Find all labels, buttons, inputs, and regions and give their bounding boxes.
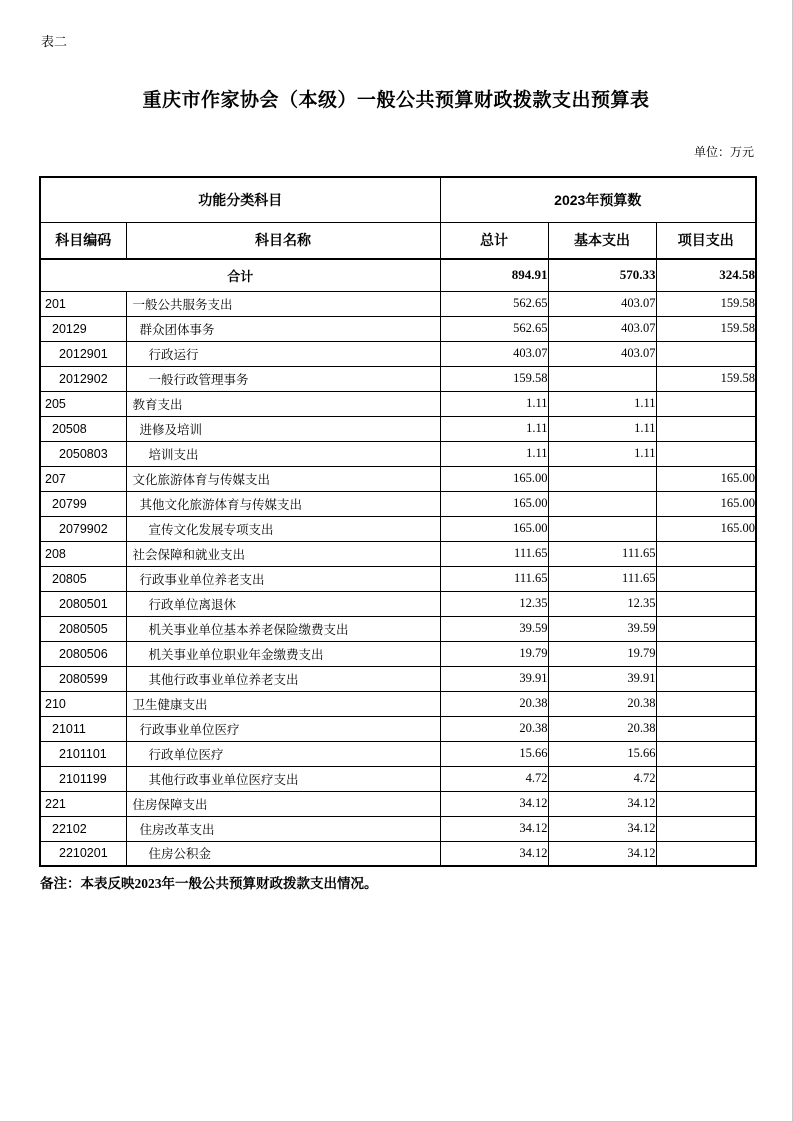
project-expense-value — [656, 341, 756, 366]
basic-expense-value: 34.12 — [548, 791, 656, 816]
subject-name: 群众团体事务 — [126, 316, 440, 341]
project-expense-value — [656, 391, 756, 416]
basic-expense-value — [548, 366, 656, 391]
subject-name: 社会保障和就业支出 — [126, 541, 440, 566]
subject-code: 208 — [40, 541, 126, 566]
subject-name: 住房保障支出 — [126, 791, 440, 816]
subject-code: 20799 — [40, 491, 126, 516]
table-row — [40, 816, 756, 841]
basic-expense-value: 39.59 — [548, 616, 656, 641]
subject-name: 住房改革支出 — [126, 816, 440, 841]
table-row — [40, 691, 756, 716]
subject-name: 其他行政事业单位养老支出 — [126, 666, 440, 691]
basic-expense-value: 403.07 — [548, 341, 656, 366]
subject-code: 207 — [40, 466, 126, 491]
total-value: 34.12 — [440, 816, 548, 841]
table-row — [40, 566, 756, 591]
col-header-total: 总计 — [440, 222, 548, 259]
project-expense-value — [656, 691, 756, 716]
basic-expense-value: 4.72 — [548, 766, 656, 791]
basic-expense-value: 403.07 — [548, 291, 656, 316]
subject-name: 教育支出 — [126, 391, 440, 416]
col-header-basic-expense: 基本支出 — [548, 222, 656, 259]
subject-name: 进修及培训 — [126, 416, 440, 441]
table-row — [40, 741, 756, 766]
total-value: 165.00 — [440, 491, 548, 516]
subject-code: 2050803 — [40, 441, 126, 466]
table-row — [40, 616, 756, 641]
col-header-subject-code: 科目编码 — [40, 222, 126, 259]
subject-name: 住房公积金 — [126, 841, 440, 866]
project-expense-value — [656, 716, 756, 741]
total-row — [40, 259, 756, 291]
subject-code: 20129 — [40, 316, 126, 341]
total-value: 20.38 — [440, 716, 548, 741]
project-expense-value — [656, 741, 756, 766]
table-row — [40, 366, 756, 391]
table-row — [40, 441, 756, 466]
basic-expense-value: 19.79 — [548, 641, 656, 666]
table-row — [40, 516, 756, 541]
basic-expense-value: 1.11 — [548, 441, 656, 466]
basic-expense-value: 20.38 — [548, 691, 656, 716]
header-columns-row — [40, 222, 756, 259]
subject-name: 行政事业单位养老支出 — [126, 566, 440, 591]
total-value: 1.11 — [440, 441, 548, 466]
basic-expense-value: 111.65 — [548, 541, 656, 566]
table-row — [40, 666, 756, 691]
subject-code: 205 — [40, 391, 126, 416]
subject-code: 210 — [40, 691, 126, 716]
basic-expense-value: 34.12 — [548, 841, 656, 866]
subject-name: 机关事业单位基本养老保险缴费支出 — [126, 616, 440, 641]
project-expense-value — [656, 616, 756, 641]
table-row — [40, 591, 756, 616]
basic-expense-value: 20.38 — [548, 716, 656, 741]
table-number-label: 表二 — [41, 34, 68, 49]
project-expense-value — [656, 566, 756, 591]
total-value: 159.58 — [440, 366, 548, 391]
table-row — [40, 541, 756, 566]
subject-code: 2012901 — [40, 341, 126, 366]
table-row — [40, 841, 756, 866]
total-value: 39.91 — [440, 666, 548, 691]
total-value: 562.65 — [440, 316, 548, 341]
project-expense-value — [656, 591, 756, 616]
header-group-row — [40, 177, 756, 222]
total-value: 1.11 — [440, 416, 548, 441]
project-expense-value: 159.58 — [656, 291, 756, 316]
project-expense-value — [656, 816, 756, 841]
subject-code: 2210201 — [40, 841, 126, 866]
project-expense-value — [656, 666, 756, 691]
table-row — [40, 716, 756, 741]
basic-expense-value: 12.35 — [548, 591, 656, 616]
total-row-project-value: 324.58 — [656, 259, 756, 291]
project-expense-value — [656, 766, 756, 791]
project-expense-value — [656, 841, 756, 866]
basic-expense-value: 1.11 — [548, 416, 656, 441]
subject-name: 宣传文化发展专项支出 — [126, 516, 440, 541]
subject-name: 行政运行 — [126, 341, 440, 366]
total-value: 12.35 — [440, 591, 548, 616]
subject-code: 2080506 — [40, 641, 126, 666]
total-row-label: 合计 — [40, 259, 440, 291]
project-expense-value: 165.00 — [656, 466, 756, 491]
table-row — [40, 791, 756, 816]
subject-name: 一般公共服务支出 — [126, 291, 440, 316]
total-value: 34.12 — [440, 791, 548, 816]
budget-table-body — [40, 259, 756, 866]
header-function-classification: 功能分类科目 — [40, 177, 440, 222]
subject-code: 2101199 — [40, 766, 126, 791]
subject-code: 221 — [40, 791, 126, 816]
subject-code: 20508 — [40, 416, 126, 441]
table-row — [40, 291, 756, 316]
subject-code: 201 — [40, 291, 126, 316]
subject-code: 2012902 — [40, 366, 126, 391]
subject-name: 行政单位离退休 — [126, 591, 440, 616]
basic-expense-value — [548, 491, 656, 516]
subject-name: 其他行政事业单位医疗支出 — [126, 766, 440, 791]
total-row-basic-value: 570.33 — [548, 259, 656, 291]
project-expense-value — [656, 541, 756, 566]
table-row — [40, 391, 756, 416]
subject-name: 行政事业单位医疗 — [126, 716, 440, 741]
total-value: 165.00 — [440, 516, 548, 541]
budget-table-header — [40, 177, 756, 259]
subject-name: 机关事业单位职业年金缴费支出 — [126, 641, 440, 666]
table-row — [40, 316, 756, 341]
total-row-total-value: 894.91 — [440, 259, 548, 291]
project-expense-value — [656, 641, 756, 666]
table-row — [40, 341, 756, 366]
subject-code: 2080501 — [40, 591, 126, 616]
basic-expense-value: 34.12 — [548, 816, 656, 841]
table-row — [40, 416, 756, 441]
basic-expense-value: 1.11 — [548, 391, 656, 416]
col-header-project-expense: 项目支出 — [656, 222, 756, 259]
budget-table — [39, 176, 757, 867]
basic-expense-value: 111.65 — [548, 566, 656, 591]
table-row — [40, 466, 756, 491]
total-value: 34.12 — [440, 841, 548, 866]
subject-code: 2080505 — [40, 616, 126, 641]
subject-code: 2101101 — [40, 741, 126, 766]
col-header-subject-name: 科目名称 — [126, 222, 440, 259]
header-budget-2023: 2023年预算数 — [440, 177, 756, 222]
basic-expense-value — [548, 466, 656, 491]
table-row — [40, 641, 756, 666]
unit-note: 单位：万元 — [693, 145, 754, 159]
total-value: 15.66 — [440, 741, 548, 766]
subject-code: 20805 — [40, 566, 126, 591]
subject-name: 一般行政管理事务 — [126, 366, 440, 391]
basic-expense-value: 39.91 — [548, 666, 656, 691]
subject-name: 其他文化旅游体育与传媒支出 — [126, 491, 440, 516]
subject-code: 2079902 — [40, 516, 126, 541]
project-expense-value: 165.00 — [656, 491, 756, 516]
footer-note: 备注：本表反映2023年一般公共预算财政拨款支出情况。 — [40, 876, 378, 891]
total-value: 165.00 — [440, 466, 548, 491]
subject-code: 2080599 — [40, 666, 126, 691]
table-row — [40, 766, 756, 791]
total-value: 19.79 — [440, 641, 548, 666]
total-value: 111.65 — [440, 541, 548, 566]
basic-expense-value — [548, 516, 656, 541]
subject-name: 培训支出 — [126, 441, 440, 466]
subject-code: 21011 — [40, 716, 126, 741]
total-value: 4.72 — [440, 766, 548, 791]
total-value: 562.65 — [440, 291, 548, 316]
subject-code: 22102 — [40, 816, 126, 841]
basic-expense-value: 15.66 — [548, 741, 656, 766]
page-title: 重庆市作家协会（本级）一般公共预算财政拨款支出预算表 — [142, 90, 650, 111]
total-value: 111.65 — [440, 566, 548, 591]
project-expense-value: 165.00 — [656, 516, 756, 541]
project-expense-value — [656, 791, 756, 816]
subject-name: 文化旅游体育与传媒支出 — [126, 466, 440, 491]
basic-expense-value: 403.07 — [548, 316, 656, 341]
total-value: 1.11 — [440, 391, 548, 416]
project-expense-value: 159.58 — [656, 316, 756, 341]
subject-name: 卫生健康支出 — [126, 691, 440, 716]
total-value: 39.59 — [440, 616, 548, 641]
table-row — [40, 491, 756, 516]
total-value: 20.38 — [440, 691, 548, 716]
project-expense-value — [656, 441, 756, 466]
project-expense-value — [656, 416, 756, 441]
total-value: 403.07 — [440, 341, 548, 366]
project-expense-value: 159.58 — [656, 366, 756, 391]
subject-name: 行政单位医疗 — [126, 741, 440, 766]
